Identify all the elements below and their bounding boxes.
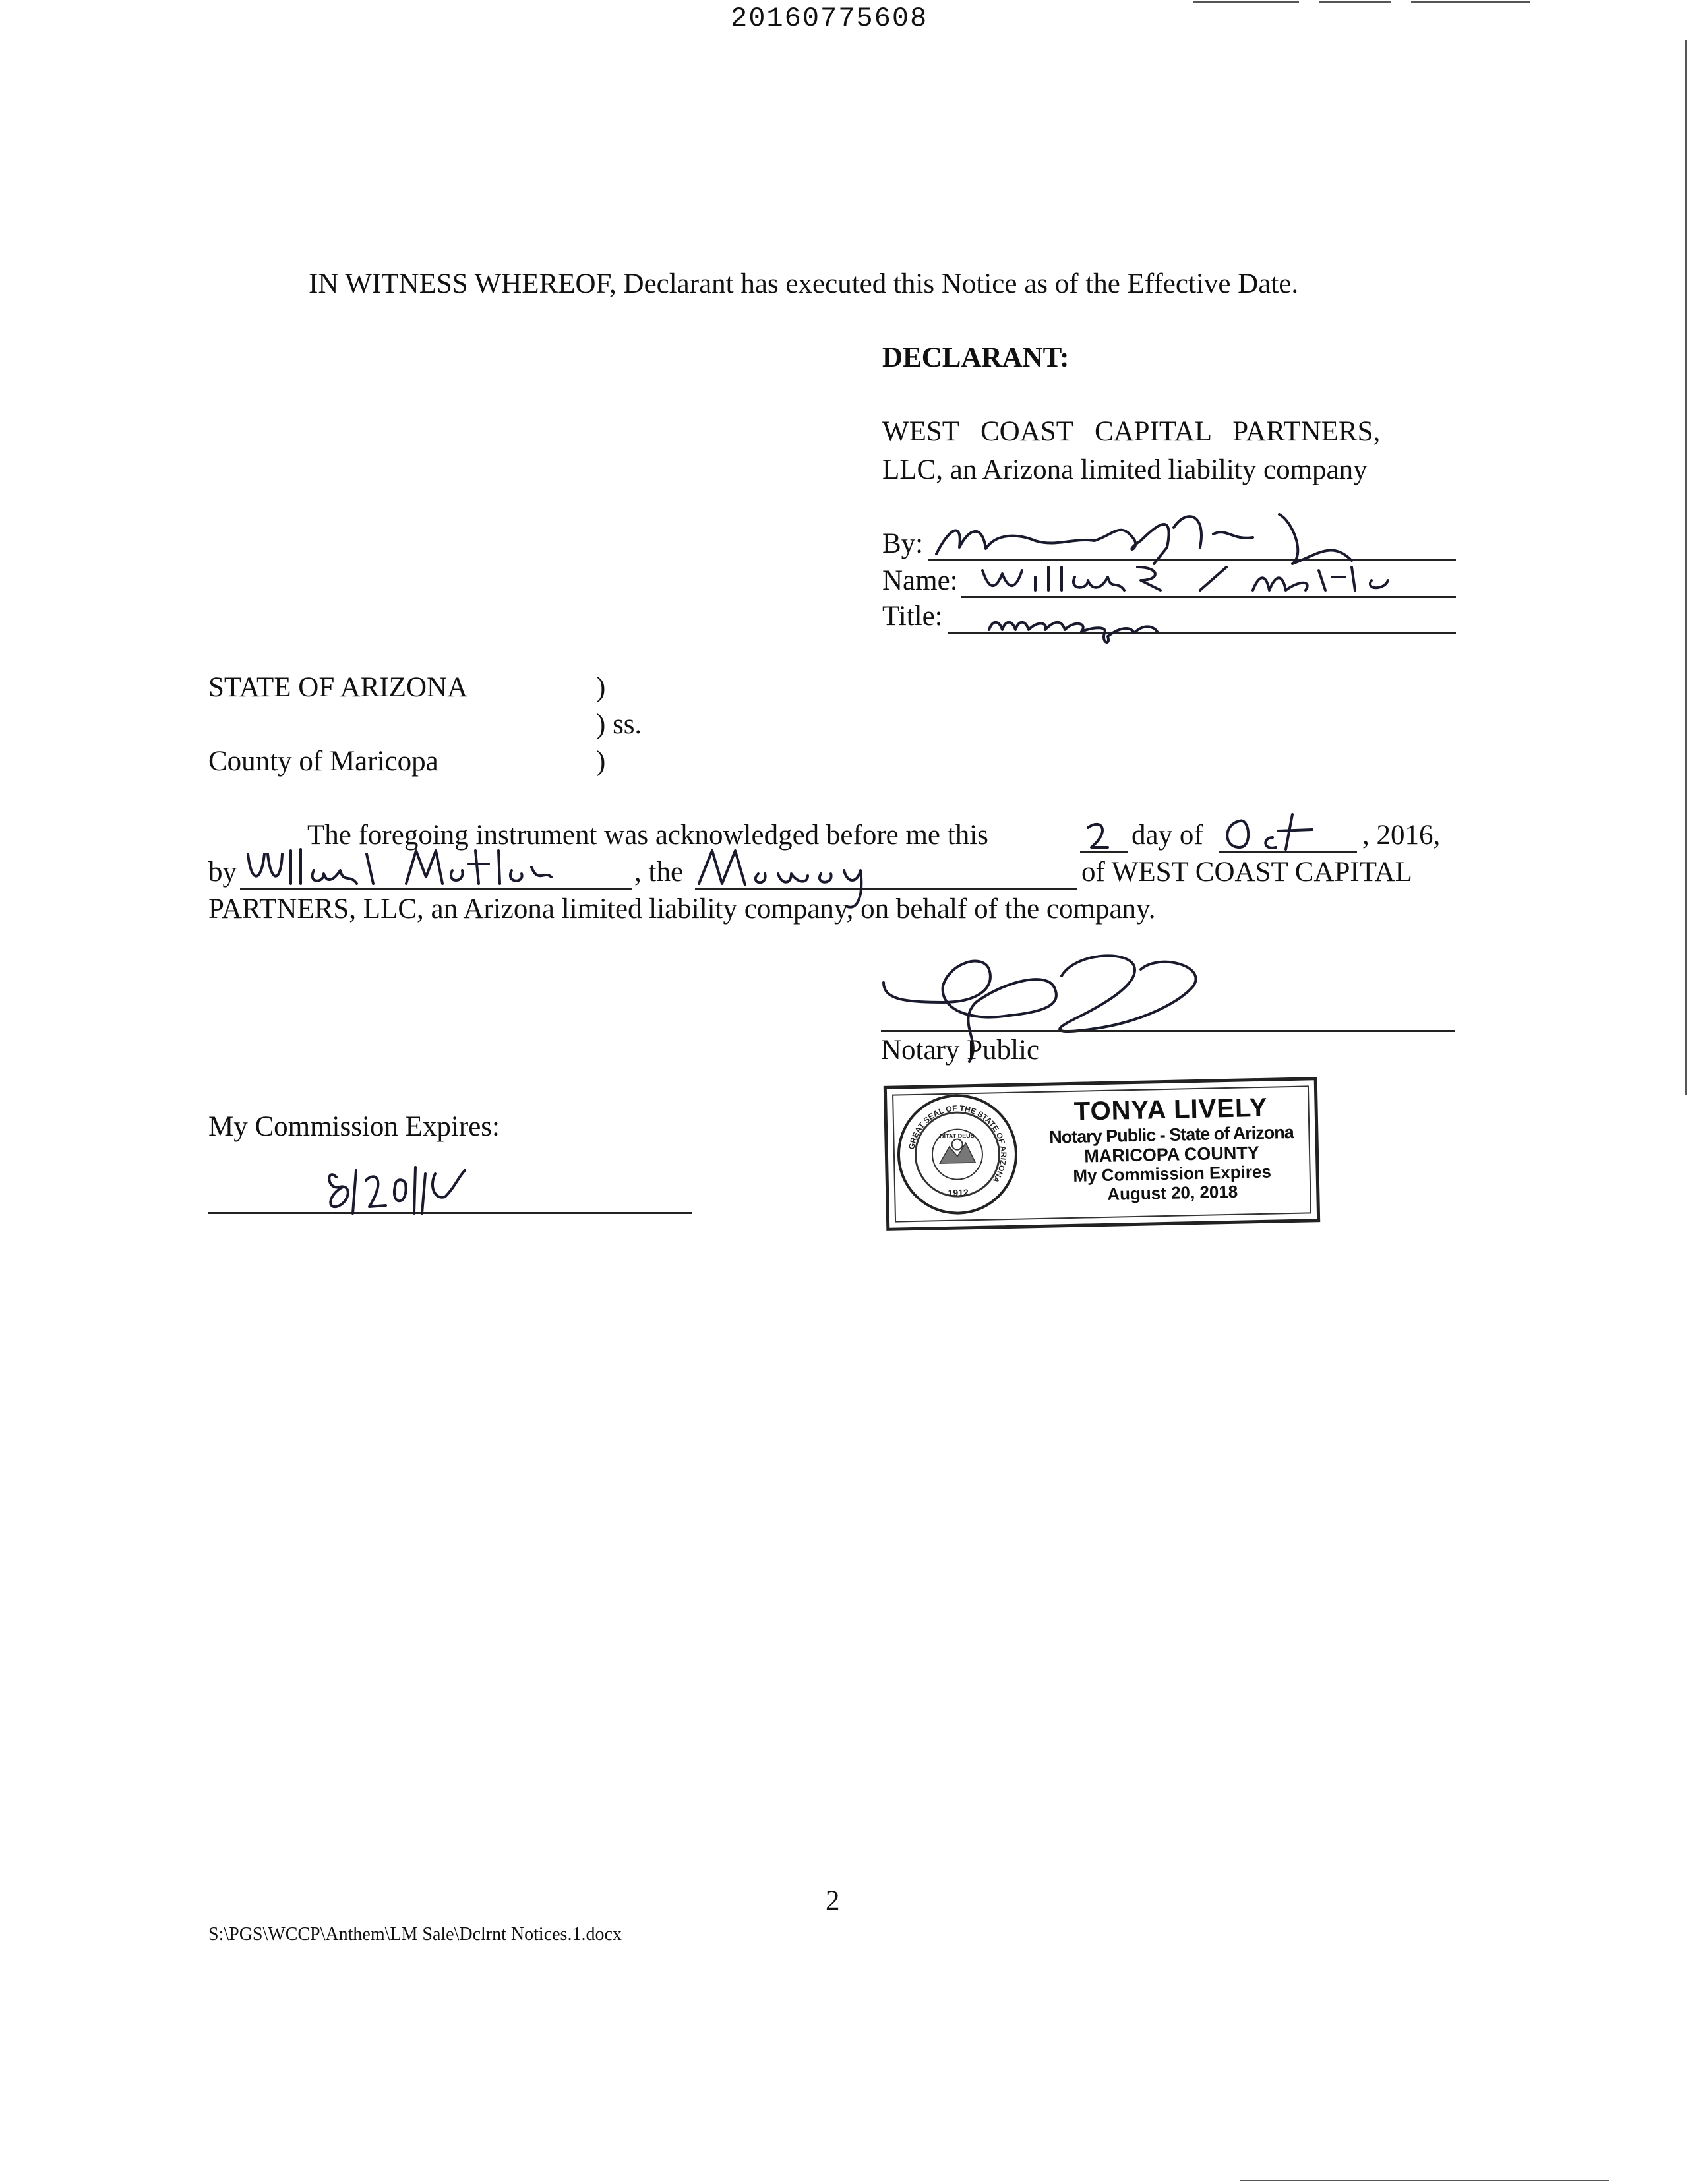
- stamp-line-3: My Commission Expires: [1073, 1161, 1272, 1186]
- seal-ring-text: GREAT SEAL OF THE STATE OF ARIZONA: [907, 1103, 1008, 1185]
- county-label: County of Maricopa: [208, 746, 438, 777]
- page-number: 2: [826, 1885, 840, 1916]
- ack-of-company: of WEST COAST CAPITAL: [1081, 857, 1412, 888]
- notary-public-label: Notary Public: [881, 1035, 1040, 1066]
- name-label: Name:: [882, 565, 958, 596]
- notary-signature-line: [881, 1030, 1455, 1032]
- file-path: S:\PGS\WCCP\Anthem\LM Sale\Dclrnt Notices.1.docx: [208, 1924, 622, 1945]
- stamp-line-2: MARICOPA COUNTY: [1084, 1143, 1260, 1167]
- scan-edge-bottom: [1240, 2180, 1609, 2181]
- ack-day-of: day of: [1131, 820, 1203, 851]
- notary-stamp: [884, 1077, 1320, 1231]
- declarant-title-handwriting: [982, 607, 1207, 653]
- recording-number: 20160775608: [731, 3, 928, 34]
- seal-emblem-icon: [899, 1096, 1016, 1213]
- commission-expires-label: My Commission Expires:: [208, 1111, 500, 1142]
- company-name-line2: LLC, an Arizona limited liability company: [882, 454, 1368, 485]
- company-name-line1: WEST COAST CAPITAL PARTNERS,: [882, 416, 1381, 447]
- declarant-heading: DECLARANT:: [882, 342, 1070, 373]
- ack-line3: PARTNERS, LLC, an Arizona limited liability company, on behalf of the company.: [208, 894, 1156, 925]
- ack-the: , the: [634, 857, 684, 888]
- title-label: Title:: [882, 601, 943, 632]
- state-label: STATE OF ARIZONA: [208, 672, 468, 703]
- venue-ss: ) ss.: [596, 709, 642, 740]
- stamp-line-4: August 20, 2018: [1106, 1182, 1238, 1205]
- scan-edge-top-1: [1193, 1, 1299, 3]
- venue-paren-2: ): [596, 746, 606, 777]
- commission-date-handwriting: [323, 1161, 481, 1220]
- seal-year: 1912: [948, 1187, 969, 1198]
- scan-edge-top-2: [1319, 1, 1391, 3]
- venue-paren-1: ): [596, 672, 606, 703]
- declarant-name-handwriting: [976, 561, 1437, 600]
- stamp-line-1: Notary Public - State of Arizona: [1048, 1122, 1294, 1147]
- svg-text:GREAT SEAL OF THE STATE OF ARI: [906, 1103, 1009, 1186]
- ack-year: , 2016,: [1362, 820, 1441, 851]
- ack-month-handwriting: [1220, 811, 1332, 857]
- stamp-notary-name: TONYA LIVELY: [1073, 1093, 1268, 1126]
- ack-line1-start: The foregoing instrument was acknowledged before me this: [307, 820, 988, 851]
- witness-clause: IN WITNESS WHEREOF, Declarant has executed this Notice as of the Effective Date.: [309, 268, 1299, 299]
- ack-name-handwriting: [241, 844, 611, 892]
- scan-edge-top-3: [1411, 1, 1530, 3]
- great-seal-of-arizona: [896, 1093, 1019, 1216]
- ack-by: by: [208, 857, 237, 888]
- ack-day-handwriting: [1081, 818, 1121, 857]
- stamp-text-block: [1032, 1092, 1311, 1205]
- seal-motto: DITAT DEUS: [939, 1132, 975, 1140]
- scan-edge-right: [1685, 40, 1687, 1095]
- by-label: By:: [882, 528, 924, 559]
